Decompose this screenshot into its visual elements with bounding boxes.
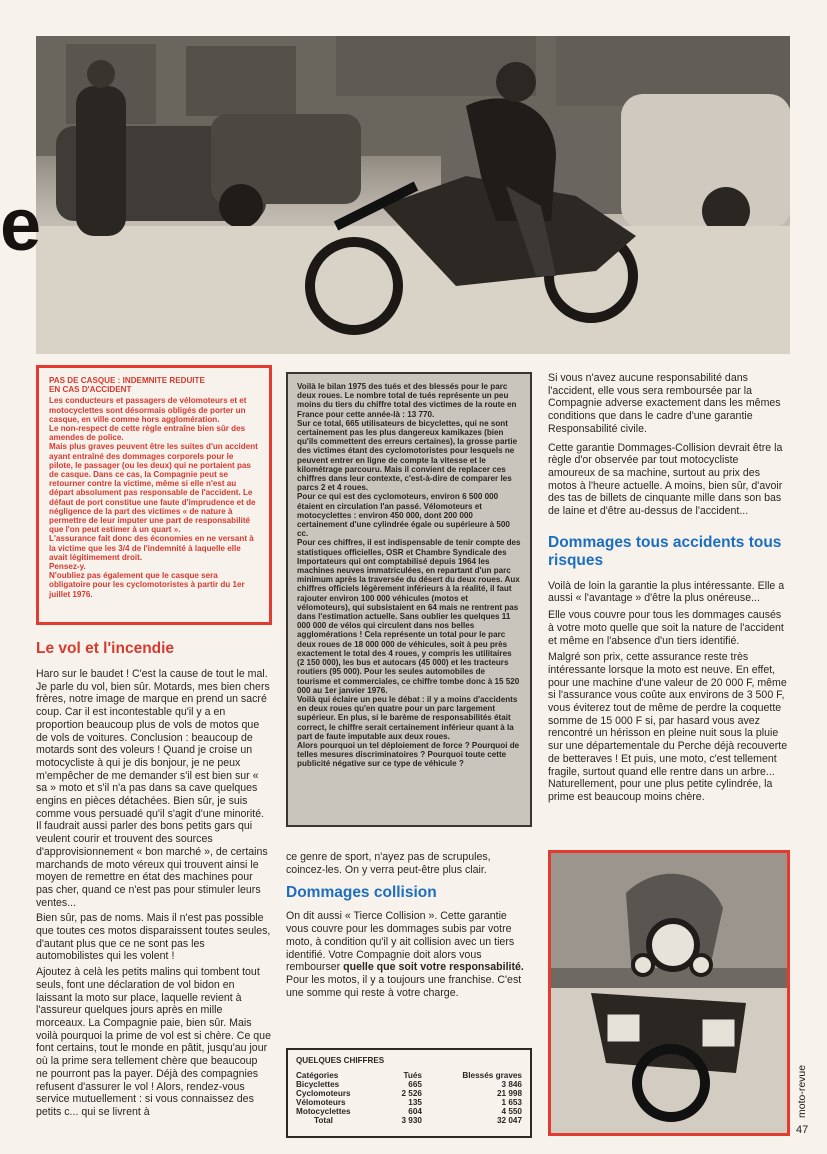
table-cell: 3 930 xyxy=(401,1116,422,1126)
helmet-box-paragraph: Mais plus graves peuvent être les suites d'un accident ayant entraîné des dommages corporels pour le pilote, le passager (ou les deux) qui ne portaient pas de casque. Dans ce cas, la Compagnie peut se retourner contre la victime, même si elle n'est au départ absolument pas responsable de l'accident. Le défaut de port constitue une faute d'imprudence et de négligence de la part des victimes « de nature à permettre de leur imputer une part de responsabilité que l'on peut estimer à un quart ». xyxy=(49,442,258,535)
table-cell: 604 xyxy=(408,1107,422,1117)
section-heading-collision: Dommages collision xyxy=(286,884,437,902)
table-cell: 665 xyxy=(408,1080,422,1090)
table-header-cell: Catégories xyxy=(296,1071,339,1081)
statistics-paragraph: Pour ce qui est des cyclomoteurs, environ 6 500 000 étaient en circulation l'an passé. Vélomoteurs et motocyclettes : environ 450 000, dont 200 000 certainement d'une cylindrée égale ou supérieure à 500 cc. xyxy=(297,492,510,539)
table-cell: Vélomoteurs xyxy=(296,1098,346,1108)
figures-table xyxy=(296,1071,522,1125)
body-paragraph: Bien sûr, pas de noms. Mais il n'est pas possible que toutes ces motos disparaissent toutes seules, d'autant plus que ce ne sont pas les automobilistes qui les volent ! xyxy=(36,912,271,963)
cropped-heading-letter: e xyxy=(0,190,42,260)
section-heading-all-risks: Dommages tous accidents tous risques xyxy=(548,533,782,569)
table-header-cell: Tués xyxy=(403,1071,422,1081)
page-number: 47 xyxy=(796,1124,809,1136)
table-row xyxy=(296,1098,522,1107)
collision-text-bold: quelle que soit votre responsabilité. xyxy=(343,961,524,974)
column-left xyxy=(36,640,272,1119)
body-paragraph: Voilà de loin la garantie la plus intéressante. Elle a aussi « l'avantage » d'être la plus onéreuse... xyxy=(548,579,785,605)
statistics-paragraph: Voilà qui éclaire un peu le débat : il y a moins d'accidents en deux roues qu'en quatre pour un parc largement supérieur. En plus, si le barème de responsabilités était correct, le chiffre serait certainement inférieur quant à la part de faute imputable aux deux roues. xyxy=(297,694,518,741)
body-paragraph xyxy=(286,910,532,999)
table-row xyxy=(296,1089,522,1098)
helmet-box-paragraph: N'oubliez pas également que le casque sera obligatoire pour les cyclomotoristes à partir du 1er juillet 1976. xyxy=(49,571,245,599)
big-motorcycle-photo xyxy=(551,853,787,1133)
table-cell: 3 846 xyxy=(501,1080,522,1090)
statistics-paragraph: Alors pourquoi un tel déploiement de force ? Pourquoi de telles mesures discriminatoires ? Pourquoi toute cette publicité négative sur ce type de véhicule ? xyxy=(297,740,520,769)
collision-text-end: Pour les motos, il y a toujours une franchise. C'est une somme qui reste à votre charge. xyxy=(286,973,522,999)
magazine-name: moto-revue xyxy=(796,1064,808,1118)
table-cell: 32 047 xyxy=(496,1116,522,1126)
body-paragraph: Ajoutez à celà les petits malins qui tombent tout seuls, font une déclaration de vol bidon en laissant la moto sur place, laquelle revient à l'assureur quelques jours après en mille morceaux. La Compagnie paie, bien sûr. Mais voilà pourquoi la prime de vol est si chère. Ce que font certains, tout le monde en pâtit, jusqu'au jour où la prime sera tellement chère que beaucoup ne pourront pas la payer. Déjà des compagnies refusent d'assurer le vol ! Alors, rendez-vous service mutuellement : si vous connaissez des petits c... qui se livrent à xyxy=(36,966,271,1118)
bottom-photo xyxy=(548,850,790,1136)
table-cell: 1 653 xyxy=(501,1098,522,1108)
helmet-warning-box xyxy=(36,365,272,625)
table-header-row xyxy=(296,1071,522,1080)
table-cell: 135 xyxy=(408,1098,422,1108)
statistics-paragraph: Sur ce total, 665 utilisateurs de bicyclettes, qui ne sont certainement pas les plus dangereux kamikazes (bien qu'ils commettent des erreurs certaines), la grosse partie des victimes étant des cyclomotoristes pour lesquels ne peuvent entrer en ligne de compte la vitesse et le kilométrage parcouru. Mais il convient de replacer ces chiffres dans leur contexte, c'est-à-dire de comparer les parcs 2 et 4 roues. xyxy=(297,418,518,493)
figures-table-box xyxy=(286,1048,532,1138)
table-cell: Bicyclettes xyxy=(296,1080,340,1090)
column-right xyxy=(548,372,788,804)
helmet-box-subtitle: EN CAS D'ACCIDENT xyxy=(49,385,132,395)
helmet-box-paragraph: L'assurance fait donc des économies en ne versant à la victime que les 3/4 de l'indemnité à laquelle elle avait légitimement droit. xyxy=(49,534,254,562)
table-cell: 2 526 xyxy=(401,1089,422,1099)
table-cell: Cyclomoteurs xyxy=(296,1089,351,1099)
table-cell: 4 550 xyxy=(501,1107,522,1117)
body-paragraph: ce genre de sport, n'ayez pas de scrupules, coincez-les. On y verra peut-être plus clair. xyxy=(286,851,491,876)
table-cell: Total xyxy=(314,1116,333,1126)
body-paragraph: Malgré son prix, cette assurance reste très intéressante lorsque la moto est neuve. En effet, pour une machine d'une valeur de 20 000 F, même si l'assurance vous coûte aux environs de 3 500 F, vous éviterez tout de même de perdre la coquette somme de 15 000 F si, par hasard vous avez rencontré un hérisson en pleine nuit sous la pluie sur une départementale du Perche déjà recouverte de betteraves ! Et puis, une moto, c'est tellement fragile, surtout quand elle rentre dans un arbre... Naturellement, pour une plus petite cylindrée, la prime est beaucoup moins chère. xyxy=(548,651,788,803)
body-paragraph: Si vous n'avez aucune responsabilité dans l'accident, elle vous sera remboursée par la Compagnie adverse exactement dans les mêmes conditions que dans le cadre d'une garantie Responsabilité civile. xyxy=(548,372,781,435)
table-cell: 21 998 xyxy=(496,1089,522,1099)
helmet-box-paragraph: Les conducteurs et passagers de vélomoteurs et et motocyclettes sont désormais obligés de porter un casque, en ville comme hors agglomération. xyxy=(49,396,247,424)
table-row xyxy=(296,1080,522,1089)
statistics-paragraph: Voilà le bilan 1975 des tués et des blessés pour le parc deux roues. Le nombre total de tués représente un peu moins du tiers du chiffre total des victimes de la route en France pour cette année-là : 13 770. xyxy=(297,382,517,419)
column-middle xyxy=(286,851,532,999)
helmet-box-title: PAS DE CASQUE : INDEMNITE REDUITE xyxy=(49,376,205,385)
figures-table-title: QUELQUES CHIFFRES xyxy=(296,1056,385,1065)
statistics-paragraph: Pour ces chiffres, il est indispensable de tenir compte des statistiques officielles, OSR et Chambre Syndicale des Importateurs qui ont comptabilisé depuis 1964 les machines neuves immatriculées, en repartant d'un parc minimum après la traversée du désert du deux roues. Aux chiffres officiels légèrement inférieurs à la réalité, il faut rajouter environ 100 000 véhicules (motos et vélomoteurs), qui subsistaient en 64 mais ne rentrent pas dans l'estimation actuelle. Sans oublier les quelques 11 000 000 de vélos qui circulent dans nos belles agglomérations ! Cela représente un total pour le parc deux roues de 18 000 000 de véhicules, soit à peu près exactement le total des 4 roues, y compris les utilitaires (2 150 000), les bus et autocars (45 000) et les tracteurs routiers (95 000). Pour les seules automobiles de tourisme et commerciales, ce chiffre tombe donc à 15 520 000 au 1er janvier 1976. xyxy=(297,538,521,695)
collision-text: On dit aussi « Tierce Collision ». Cette garantie vous couvre pour les dommages subis par votre moto, à condition qu'il y ait collision avec un tiers identifié. Votre Compagnie doit alors vous rembourser xyxy=(286,910,515,974)
body-paragraph: Cette garantie Dommages-Collision devrait être la règle d'or observée par tout motocycliste amoureux de sa machine, surtout au prix des motos à l'heure actuelle. A moins, bien sûr, d'avoir des tas de billets de cinquante mille dans son bas de laine et d'être au-dessus de l'accident... xyxy=(548,441,783,518)
body-paragraph: Haro sur le baudet ! C'est la cause de tout le mal. Je parle du vol, bien sûr. Motards, mes bien chers frères, notre image de marque en prend un sacré coup. Car il est incontestable qu'il y a en proportion beaucoup plus de vols de motos que de vols de voitures. Conclusion : beaucoup de motards sont des voleurs ! Quand je croise un motocycliste à qui je dis bonjour, je ne peux m'empêcher de me demander s'il est bien sur « sa » moto et s'il n'a pas dans sa cave quelques engins en pièces détachées. Bien sûr, je suis comme vous persuadé qu'il s'agit d'une minorité. Il faudrait aussi parler des bons petits gars qui veulent courir et trouvent des sources d'approvisionnement « bon marché », de certains marchands de moto véreux qui trouvent ainsi le moyen de remettre en état des machines pour pas cher, quand ce n'est pas pour stimuler leurs ventes... xyxy=(36,668,270,909)
helmet-box-paragraph: Pensez-y. xyxy=(49,562,86,572)
table-header-cell: Blessés graves xyxy=(462,1071,522,1081)
motorcycle-rider-photo xyxy=(36,36,790,354)
table-row xyxy=(296,1116,522,1125)
table-row xyxy=(296,1107,522,1116)
table-cell: Motocyclettes xyxy=(296,1107,351,1117)
statistics-box xyxy=(286,372,532,827)
body-paragraph: Elle vous couvre pour tous les dommages causés à votre moto quelle que soit la nature de l'accident et même en l'absence d'un tiers identifié. xyxy=(548,609,784,647)
section-heading-theft-fire: Le vol et l'incendie xyxy=(36,640,175,657)
helmet-box-paragraph: Le non-respect de cette règle entraîne bien sûr des amendes de police. xyxy=(49,424,246,443)
top-photo xyxy=(36,36,790,354)
